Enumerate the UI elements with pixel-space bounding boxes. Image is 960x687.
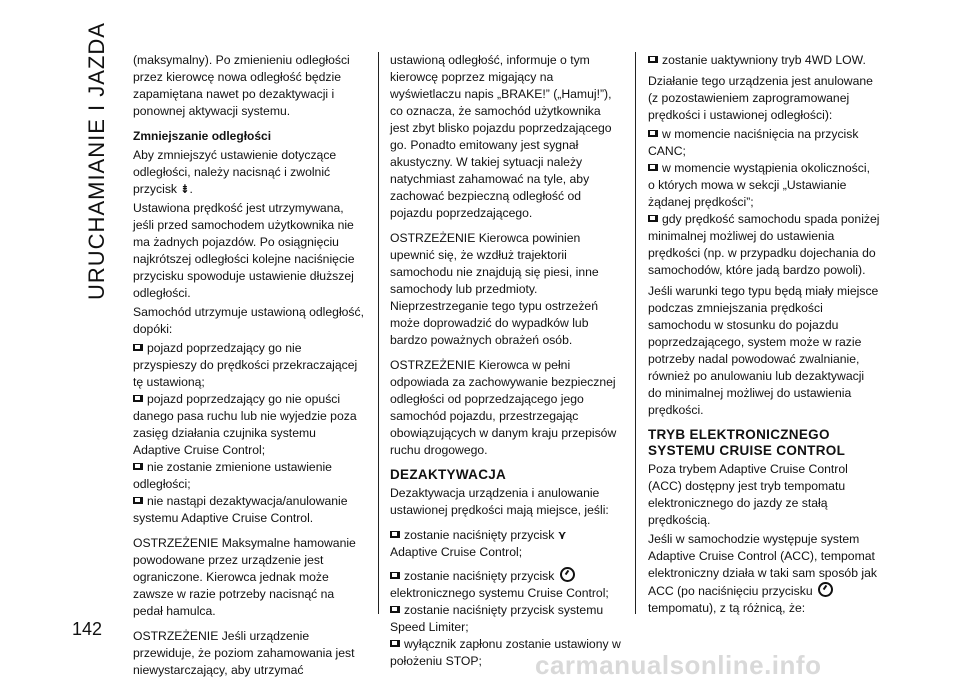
- distance-decrease-icon: ⇟: [180, 182, 190, 196]
- text-column-1: [133, 52, 365, 687]
- section-heading-deactivation: DEZAKTYWACJA: [390, 467, 507, 482]
- bullet-icon: [133, 497, 143, 504]
- list-item-text: zostanie naciśnięty przycisk: [404, 528, 555, 542]
- bullet-icon: [390, 640, 400, 647]
- list-item: [390, 567, 622, 602]
- bullet-icon: [133, 463, 143, 470]
- acc-cancel-icon: ⋎: [557, 528, 567, 542]
- column-divider: [635, 52, 636, 614]
- paragraph-text: .: [189, 182, 193, 196]
- bullet-icon: [648, 130, 658, 137]
- watermark: carmanualsonline.info: [535, 650, 822, 680]
- list-item-text: nie zostanie zmienione ustawienie odległości;: [133, 460, 332, 491]
- bullet-icon: [390, 531, 400, 538]
- list-item-text: pojazd poprzedzający go nie opuści danego pasa ruchu lub nie wyjedzie poza zasięg działania czujnika systemu Adaptive Cruise Control;: [133, 392, 357, 457]
- bullet-icon: [390, 572, 400, 579]
- warning-paragraph: OSTRZEŻENIE Jeśli urządzenie przewiduje, że poziom zahamowania jest niewystarczający, aby utrzymać: [133, 629, 355, 677]
- paragraph-text: Jeśli w samochodzie występuje system Adaptive Cruise Control (ACC), tempomat elektroniczny działa w taki sam sposób jak ACC (po naciśnięciu przycisku: [648, 532, 877, 598]
- paragraph: [648, 531, 880, 617]
- cruise-control-icon: [818, 582, 833, 597]
- text-column-2: [390, 52, 622, 670]
- bullet-icon: [133, 395, 143, 402]
- list-item-text: nie nastąpi dezaktywacja/anulowanie systemu Adaptive Cruise Control.: [133, 494, 348, 525]
- list-item-text: gdy prędkość samochodu spada poniżej minimalnej możliwej do ustawienia prędkości (np. w przypadku dojechania do samochodów, które jadą bardzo powoli).: [648, 212, 880, 277]
- list-item-text: w momencie naciśnięcia na przycisk CANC;: [648, 127, 859, 158]
- list-item: [390, 527, 622, 561]
- bullet-icon: [390, 606, 400, 613]
- list-item-text: wyłącznik zapłonu zostanie ustawiony w położeniu STOP;: [390, 637, 621, 668]
- paragraph: Jeśli warunki tego typu będą miały miejsce podczas zmniejszania prędkości samochodu w stosunku do pojazdu poprzedzającego, system może w razie potrzeby nadal powodować zwalnianie, również po anulowaniu lub dezaktywacji do minimalnej możliwej do ustawienia prędkości.: [648, 284, 879, 417]
- subheading-reduce-distance: Zmniejszanie odległości: [133, 129, 272, 143]
- paragraph: Samochód utrzymuje ustawioną odległość, dopóki:: [133, 305, 365, 336]
- list-item: [133, 459, 365, 493]
- list-item-text: pojazd poprzedzający go nie przyspieszy do prędkości przekraczającej tę ustawioną;: [133, 341, 358, 389]
- page-number: 142: [72, 619, 103, 639]
- list-item-text: zostanie naciśnięty przycisk: [404, 569, 555, 583]
- paragraph: Dezaktywacja urządzenia i anulowanie ustawionej prędkości mają miejsce, jeśli:: [390, 486, 609, 517]
- paragraph: ustawioną odległość, informuje o tym kierowcę poprzez migający na wyświetlaczu napis „BRAKE!” („Hamuj!”), co oznacza, że samochód użytkownika jest zbyt blisko pojazdu poprzedzającego go. Ponadto emitowany jest sygnał akustyczny. W takiej sytuacji należy natychmiast zahamować na tyle, aby zachować bezpieczną odległość od pojazdu poprzedzającego.: [390, 53, 612, 220]
- chapter-side-title: URUCHAMIANIE I JAZDA: [84, 22, 109, 300]
- list-item-text: zostanie uaktywniony tryb 4WD LOW.: [662, 53, 866, 67]
- warning-paragraph: OSTRZEŻENIE Maksymalne hamowanie powodowane przez urządzenie jest ograniczone. Kierowca jednak może zawsze w razie potrzeby nacisnąć na pedał hamulca.: [133, 536, 356, 618]
- list-item-text: elektronicznego systemu Cruise Control;: [390, 586, 609, 600]
- paragraph-text: Aby zmniejszyć ustawienie dotyczące odległości, należy nacisnąć i zwolnić przycisk: [133, 148, 337, 196]
- bullet-icon: [648, 164, 658, 171]
- list-item: [133, 493, 365, 527]
- paragraph: Ustawiona prędkość jest utrzymywana, jeśli przed samochodem użytkownika nie ma żadnych pojazdów. Po osiągnięciu najkrótszej odległości kolejne naciśnięcie przycisku spowoduje ustawienie dłuższej odległości.: [133, 201, 355, 300]
- paragraph: Poza trybem Adaptive Cruise Control (ACC) dostępny jest tryb tempomatu elektronicznego do jazdy ze stałą prędkością.: [648, 462, 848, 527]
- list-item: [648, 160, 880, 211]
- section-heading-cruise-mode: TRYB ELEKTRONICZNEGO SYSTEMU CRUISE CONTROL: [648, 427, 846, 458]
- warning-paragraph: OSTRZEŻENIE Kierowca powinien upewnić się, że wzdłuż trajektorii samochodu nie znajdują się piesi, inne samochody lub przedmioty. Nieprzestrzeganie tego typu ostrzeżeń może doprowadzić do wypadków lub bardzo poważnych obrażeń osób.: [390, 231, 599, 347]
- list-item-text: zostanie naciśnięty przycisk systemu Speed Limiter;: [390, 603, 604, 634]
- bullet-icon: [133, 344, 143, 351]
- list-item-text: Adaptive Cruise Control;: [390, 545, 523, 559]
- paragraph: Działanie tego urządzenia jest anulowane (z pozostawieniem zaprogramowanej prędkości i ustawionej odległości):: [648, 74, 873, 122]
- list-item: [390, 602, 622, 636]
- paragraph-text: tempomatu), z tą różnicą, że:: [648, 601, 806, 615]
- paragraph: [133, 147, 365, 198]
- bullet-icon: [648, 215, 658, 222]
- list-item: [133, 340, 365, 391]
- list-item: [648, 126, 880, 160]
- column-divider: [378, 52, 379, 614]
- list-item: [133, 391, 365, 459]
- bullet-icon: [648, 56, 658, 63]
- paragraph: (maksymalny). Po zmienieniu odległości przez kierowcę nowa odległość będzie zapamiętana nawet po dezaktywacji i ponownej aktywacji systemu.: [133, 53, 350, 118]
- cruise-control-icon: [560, 567, 575, 582]
- list-item: [648, 52, 880, 69]
- list-item: [648, 211, 880, 279]
- text-column-3: [648, 52, 880, 625]
- warning-paragraph: OSTRZEŻENIE Kierowca w pełni odpowiada za zachowywanie bezpiecznej odległości od poprzedzającego jego samochód pojazdu, przestrzegając obowiązujących w danym kraju przepisów ruchu drogowego.: [390, 358, 617, 457]
- list-item-text: w momencie wystąpienia okoliczności, o których mowa w sekcji „Ustawianie żądanej prędkości”;: [648, 161, 870, 209]
